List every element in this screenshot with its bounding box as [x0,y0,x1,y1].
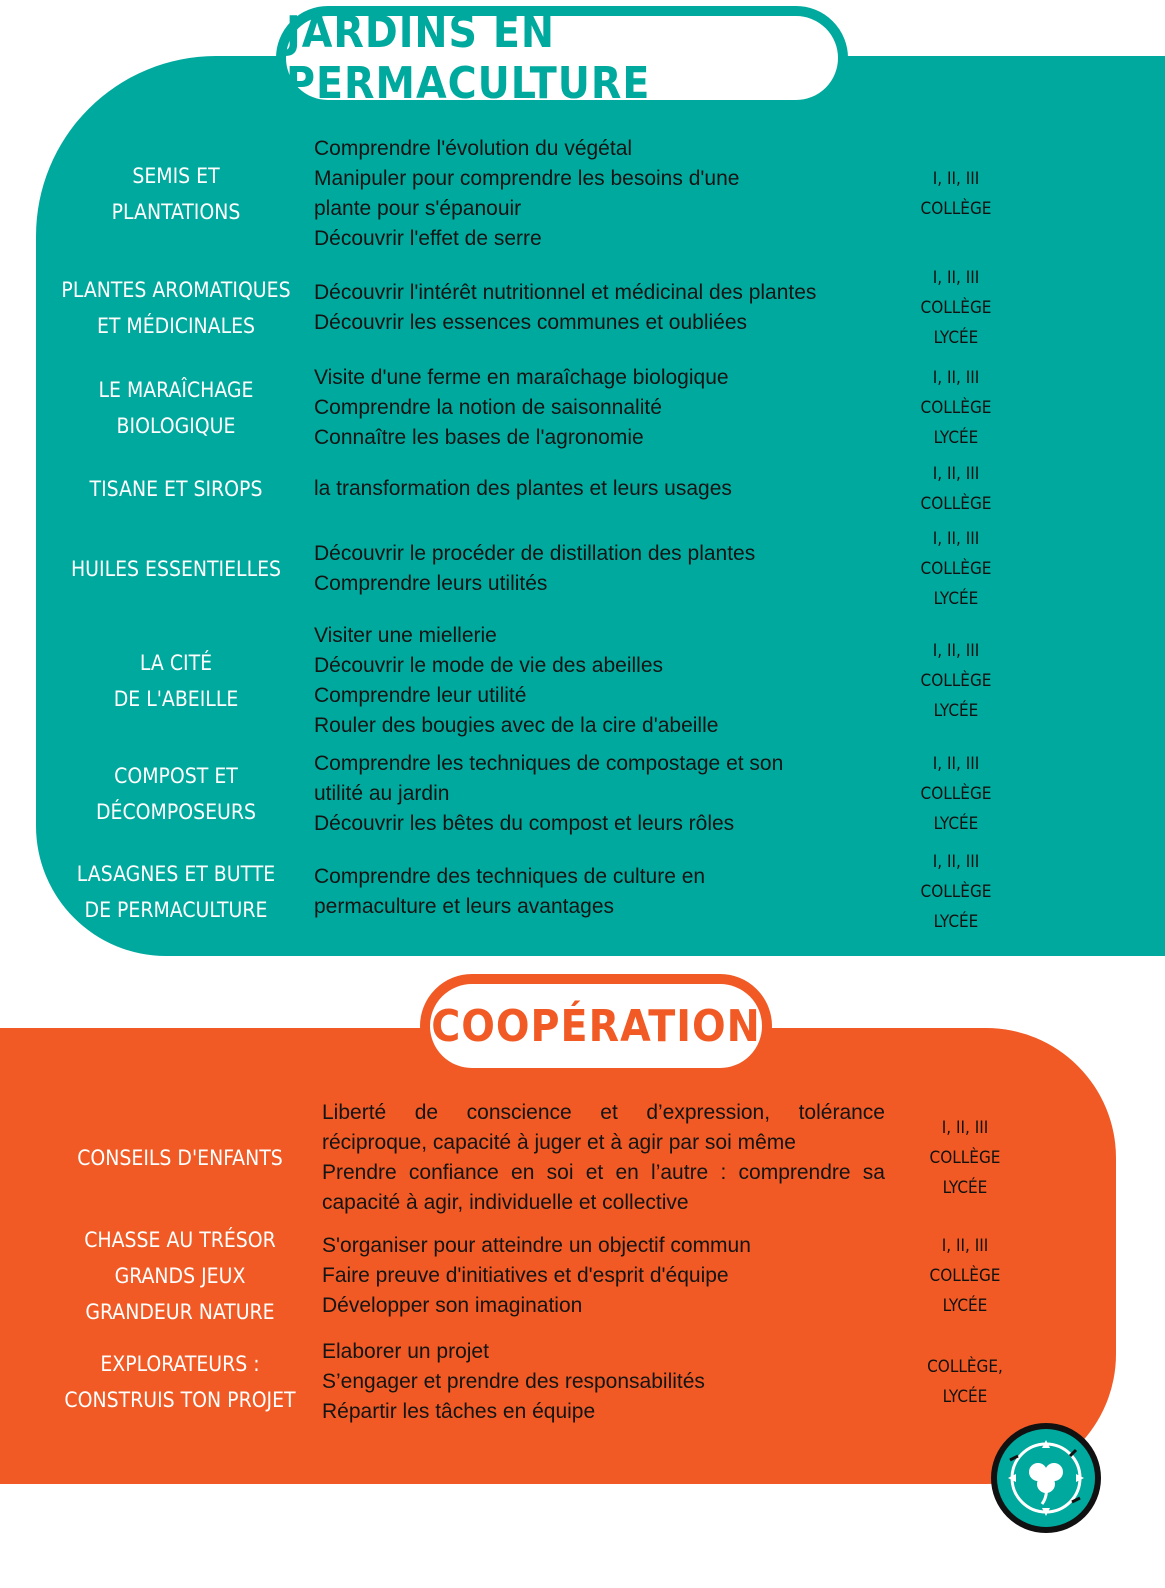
level-label: I, II, III [932,268,980,288]
level-label: I, II, III [932,754,980,774]
category-label: TISANE ET SIROPS [89,477,263,501]
description-block [314,360,894,456]
description-block [314,746,894,842]
level-label: LYCÉE [942,1296,988,1316]
levels-block [900,258,1012,358]
category-label: CONSEILS D'ENFANTS [77,1146,283,1170]
description-line: Elaborer un projet [322,1340,489,1363]
description-line: la transformation des plantes et leurs usages [314,477,732,500]
level-label: I, II, III [932,529,980,549]
level-label: COLLÈGE [920,298,992,318]
description-line: Comprendre des techniques de culture en [314,865,706,888]
description-line: Développer son imagination [322,1294,583,1317]
level-label: I, II, III [932,169,980,189]
permaculture-title: JARDINS EN PERMACULTURE [276,6,848,110]
levels-block [910,1096,1020,1220]
levels-block [900,524,1012,614]
level-label: I, II, III [932,852,980,872]
level-label: I, II, III [932,641,980,661]
description-line: utilité au jardin [314,782,450,805]
levels-block [900,618,1012,744]
description-line: Comprendre leurs utilités [314,572,548,595]
category-label: COMPOST ET DÉCOMPOSEURS [95,764,256,824]
description-line: Répartir les tâches en équipe [322,1400,596,1423]
level-label: COLLÈGE [920,784,992,804]
level-label: COLLÈGE [920,398,992,418]
category-label: HUILES ESSENTIELLES [70,557,282,581]
description-line: Liberté de conscience et d’expression, tolérance [322,1101,885,1124]
description-block [322,1096,885,1220]
description-line: capacité à agir, individuelle et collective [322,1191,689,1214]
level-label: LYCÉE [933,589,979,609]
description-line: Manipuler pour comprendre les besoins d'une [314,167,740,190]
description-line: Découvrir les bêtes du compost et leurs rôles [314,812,735,835]
description-line: Découvrir les essences communes et oubliées [314,311,748,334]
level-label: COLLÈGE [920,671,992,691]
level-label: LYCÉE [942,1387,988,1407]
description-line: Prendre confiance en soi et en l’autre : comprendre sa [322,1161,885,1184]
level-label: I, II, III [932,464,980,484]
level-label: LYCÉE [933,428,979,448]
description-block [314,458,894,520]
description-block [322,1224,885,1328]
description-line: Découvrir l'intérêt nutritionnel et médicinal des plantes [314,281,817,304]
description-line: Comprendre leur utilité [314,684,527,707]
level-label: LYCÉE [933,814,979,834]
category-label: LE MARAÎCHAGE BIOLOGIQUE [98,378,254,438]
description-line: Comprendre l'évolution du végétal [314,137,633,160]
description-line: plante pour s'épanouir [314,197,522,220]
category-label: PLANTES AROMATIQUES ET MÉDICINALES [61,278,291,338]
clover-compass-logo-icon [988,1420,1104,1536]
level-label: COLLÈGE [920,559,992,579]
description-line: S'organiser pour atteindre un objectif commun [322,1234,751,1257]
level-label: COLLÈGE [920,199,992,219]
level-label: COLLÈGE, [927,1357,1003,1377]
levels-block [900,746,1012,842]
level-label: LYCÉE [933,701,979,721]
level-label: COLLÈGE [929,1266,1001,1286]
description-block [314,846,894,938]
category-label: CHASSE AU TRÉSOR GRANDS JEUX GRANDEUR NATURE [84,1228,276,1324]
level-label: LYCÉE [933,328,979,348]
levels-block [910,1224,1020,1328]
description-line: S’engager et prendre des responsabilités [322,1370,705,1393]
level-label: COLLÈGE [929,1148,1001,1168]
levels-block [900,132,1012,256]
description-line: réciproque, capacité à juger et à agir par soi même [322,1131,796,1154]
description-line: Visiter une miellerie [314,624,497,647]
levels-block [900,458,1012,520]
level-label: LYCÉE [933,912,979,932]
description-line: permaculture et leurs avantages [314,895,614,918]
category-label: LA CITÉ DE L'ABEILLE [113,651,239,711]
cooperation-title: COOPÉRATION [420,974,772,1078]
levels-block [900,846,1012,938]
description-line: Connaître les bases de l'agronomie [314,426,644,449]
description-block [322,1334,885,1430]
level-label: I, II, III [932,368,980,388]
levels-block [910,1334,1020,1430]
levels-block [900,360,1012,456]
description-block [314,618,894,744]
description-line: Découvrir le mode de vie des abeilles [314,654,664,677]
description-line: Rouler des bougies avec de la cire d'abeille [314,714,719,737]
level-label: I, II, III [941,1118,989,1138]
category-label: LASAGNES ET BUTTE DE PERMACULTURE [76,862,276,922]
description-block [314,132,894,256]
level-label: LYCÉE [942,1178,988,1198]
description-block [314,258,894,358]
description-line: Comprendre la notion de saisonnalité [314,396,662,419]
category-label: SEMIS ET PLANTATIONS [111,164,241,224]
description-block [314,524,894,614]
description-line: Faire preuve d'initiatives et d'esprit d'équipe [322,1264,729,1287]
level-label: COLLÈGE [920,882,992,902]
description-line: Découvrir l'effet de serre [314,227,542,250]
description-line: Visite d'une ferme en maraîchage biologique [314,366,729,389]
description-line: Découvrir le procéder de distillation des plantes [314,542,756,565]
category-label: EXPLORATEURS : CONSTRUIS TON PROJET [64,1352,296,1412]
description-line: Comprendre les techniques de compostage et son [314,752,784,775]
level-label: COLLÈGE [920,494,992,514]
level-label: I, II, III [941,1236,989,1256]
